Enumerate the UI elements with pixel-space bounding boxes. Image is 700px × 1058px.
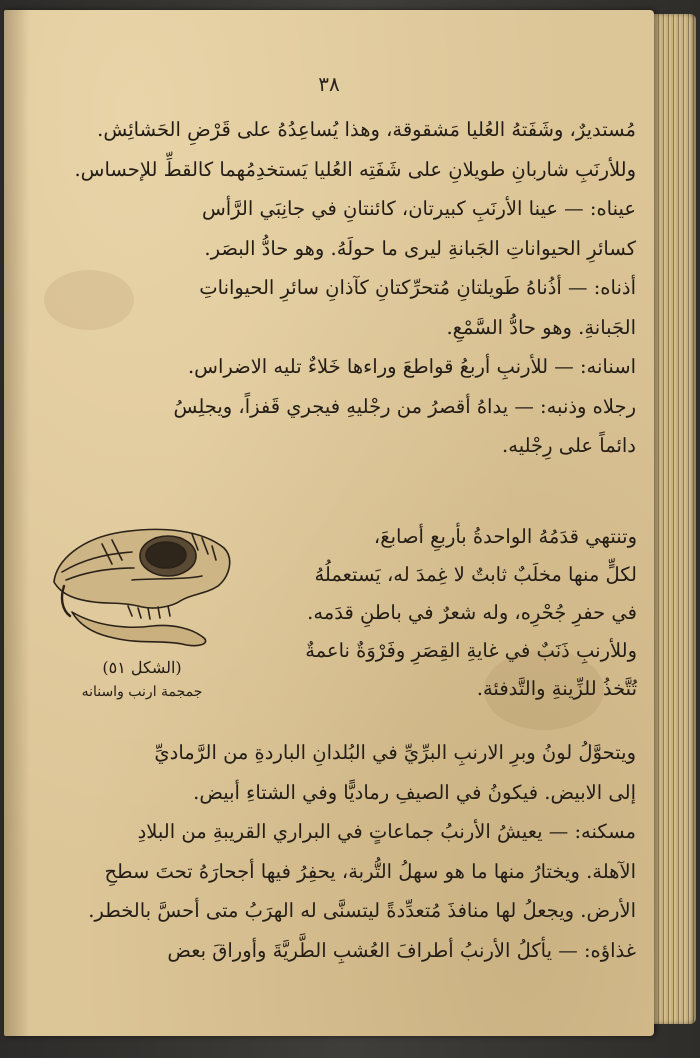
text-line: رجلاه وذنبه: — يداهُ أقصرُ من رجْليهِ فيجري قَفزاً، ويجلِسُ: [173, 394, 636, 418]
book-page: [4, 10, 654, 1036]
text-line: الأرض. ويجعلُ لها منافذَ مُتعدِّدةً ليتسنَّى له الهرَبُ متى أحسَّ بالخطر.: [88, 899, 636, 922]
text-line: لكلٍّ منها مخلَبٌ ثابتٌ لا غِمدَ له، يَستعملُهُ: [314, 563, 637, 586]
body-text-bottom: [34, 733, 636, 970]
text-line: في حفرِ جُحْرِه، وله شعرٌ في باطنِ قدَمه.: [307, 601, 637, 624]
body-text-beside-figure: [249, 518, 637, 708]
text-line: ويتحوَّلُ لونُ وبرِ الارنبِ البرِّيِّ في البُلدانِ الباردةِ من الرَّماديِّ: [154, 741, 636, 764]
text-line: وللأرنَبِ شاربانِ طويلانِ على شَفَتِه العُليا يَستخدِمُهما كالقطِّ للإحساس.: [74, 157, 636, 181]
skull-figure: [42, 520, 242, 710]
text-line: مُستديرٌ، وشَفَتهُ العُليا مَشقوقة، وهذا يُساعِدُهُ على قَرْضِ الحَشائِش.: [97, 118, 636, 141]
text-line: دائماً على رِجْليه.: [502, 434, 636, 457]
text-line: مسكنه: — يعيشُ الأرنبُ جماعاتٍ في البراري القريبةِ من البلادِ: [137, 820, 636, 843]
figure-number-label: (الشكل ٥١): [102, 658, 182, 677]
text-line: عيناه: — عينا الأرنَبِ كبيرتان، كائنتانِ في جانِبَي الرَّأس: [201, 197, 636, 220]
rabbit-skull-illustration: [42, 520, 242, 650]
page-number: ٣٨: [318, 72, 340, 96]
figure-caption: جمجمة ارنب واسنانه: [81, 684, 203, 700]
text-line: أذناه: — أذُناهُ طَويلتانِ مُتحرِّكتانِ كآذانِ سائرِ الحيواناتِ: [199, 276, 636, 299]
text-line: وللأرنبِ ذَنَبٌ في غايةِ القِصَرِ وفَرْوَةٌ ناعمةٌ: [305, 639, 637, 662]
text-line: الجَبانةِ. وهو حادُّ السَّمْعِ.: [446, 315, 636, 339]
body-text-top: [34, 110, 636, 466]
text-line: غذاؤه: — يأكلُ الأرنبُ أطرافَ العُشبِ الطَّريَّةَ وأوراقَ بعض: [167, 938, 636, 962]
text-line: تُتَّخذُ للزِّينةِ والتَّدفئة.: [476, 677, 637, 700]
text-line: الآهلة. ويختارُ منها ما هو سهلُ التُّربة، يحفِرُ فيها أجحارَهُ تحتَ سطحِ: [104, 859, 636, 883]
text-line: إلى الابيض. فيكونُ في الصيفِ رماديًّا وفي الشتاءِ أبيض.: [193, 780, 636, 804]
text-line: وتنتهي قدَمُهُ الواحدةُ بأربعِ أصابعَ،: [373, 525, 637, 548]
text-line: كسائرِ الحيواناتِ الجَبانةِ ليرى ما حولَهُ. وهو حادُّ البصَر.: [204, 236, 636, 260]
text-line: اسنانه: — للأرنبِ أربعُ قواطعَ وراءها خَلاءٌ تليه الاضراس.: [187, 355, 636, 378]
